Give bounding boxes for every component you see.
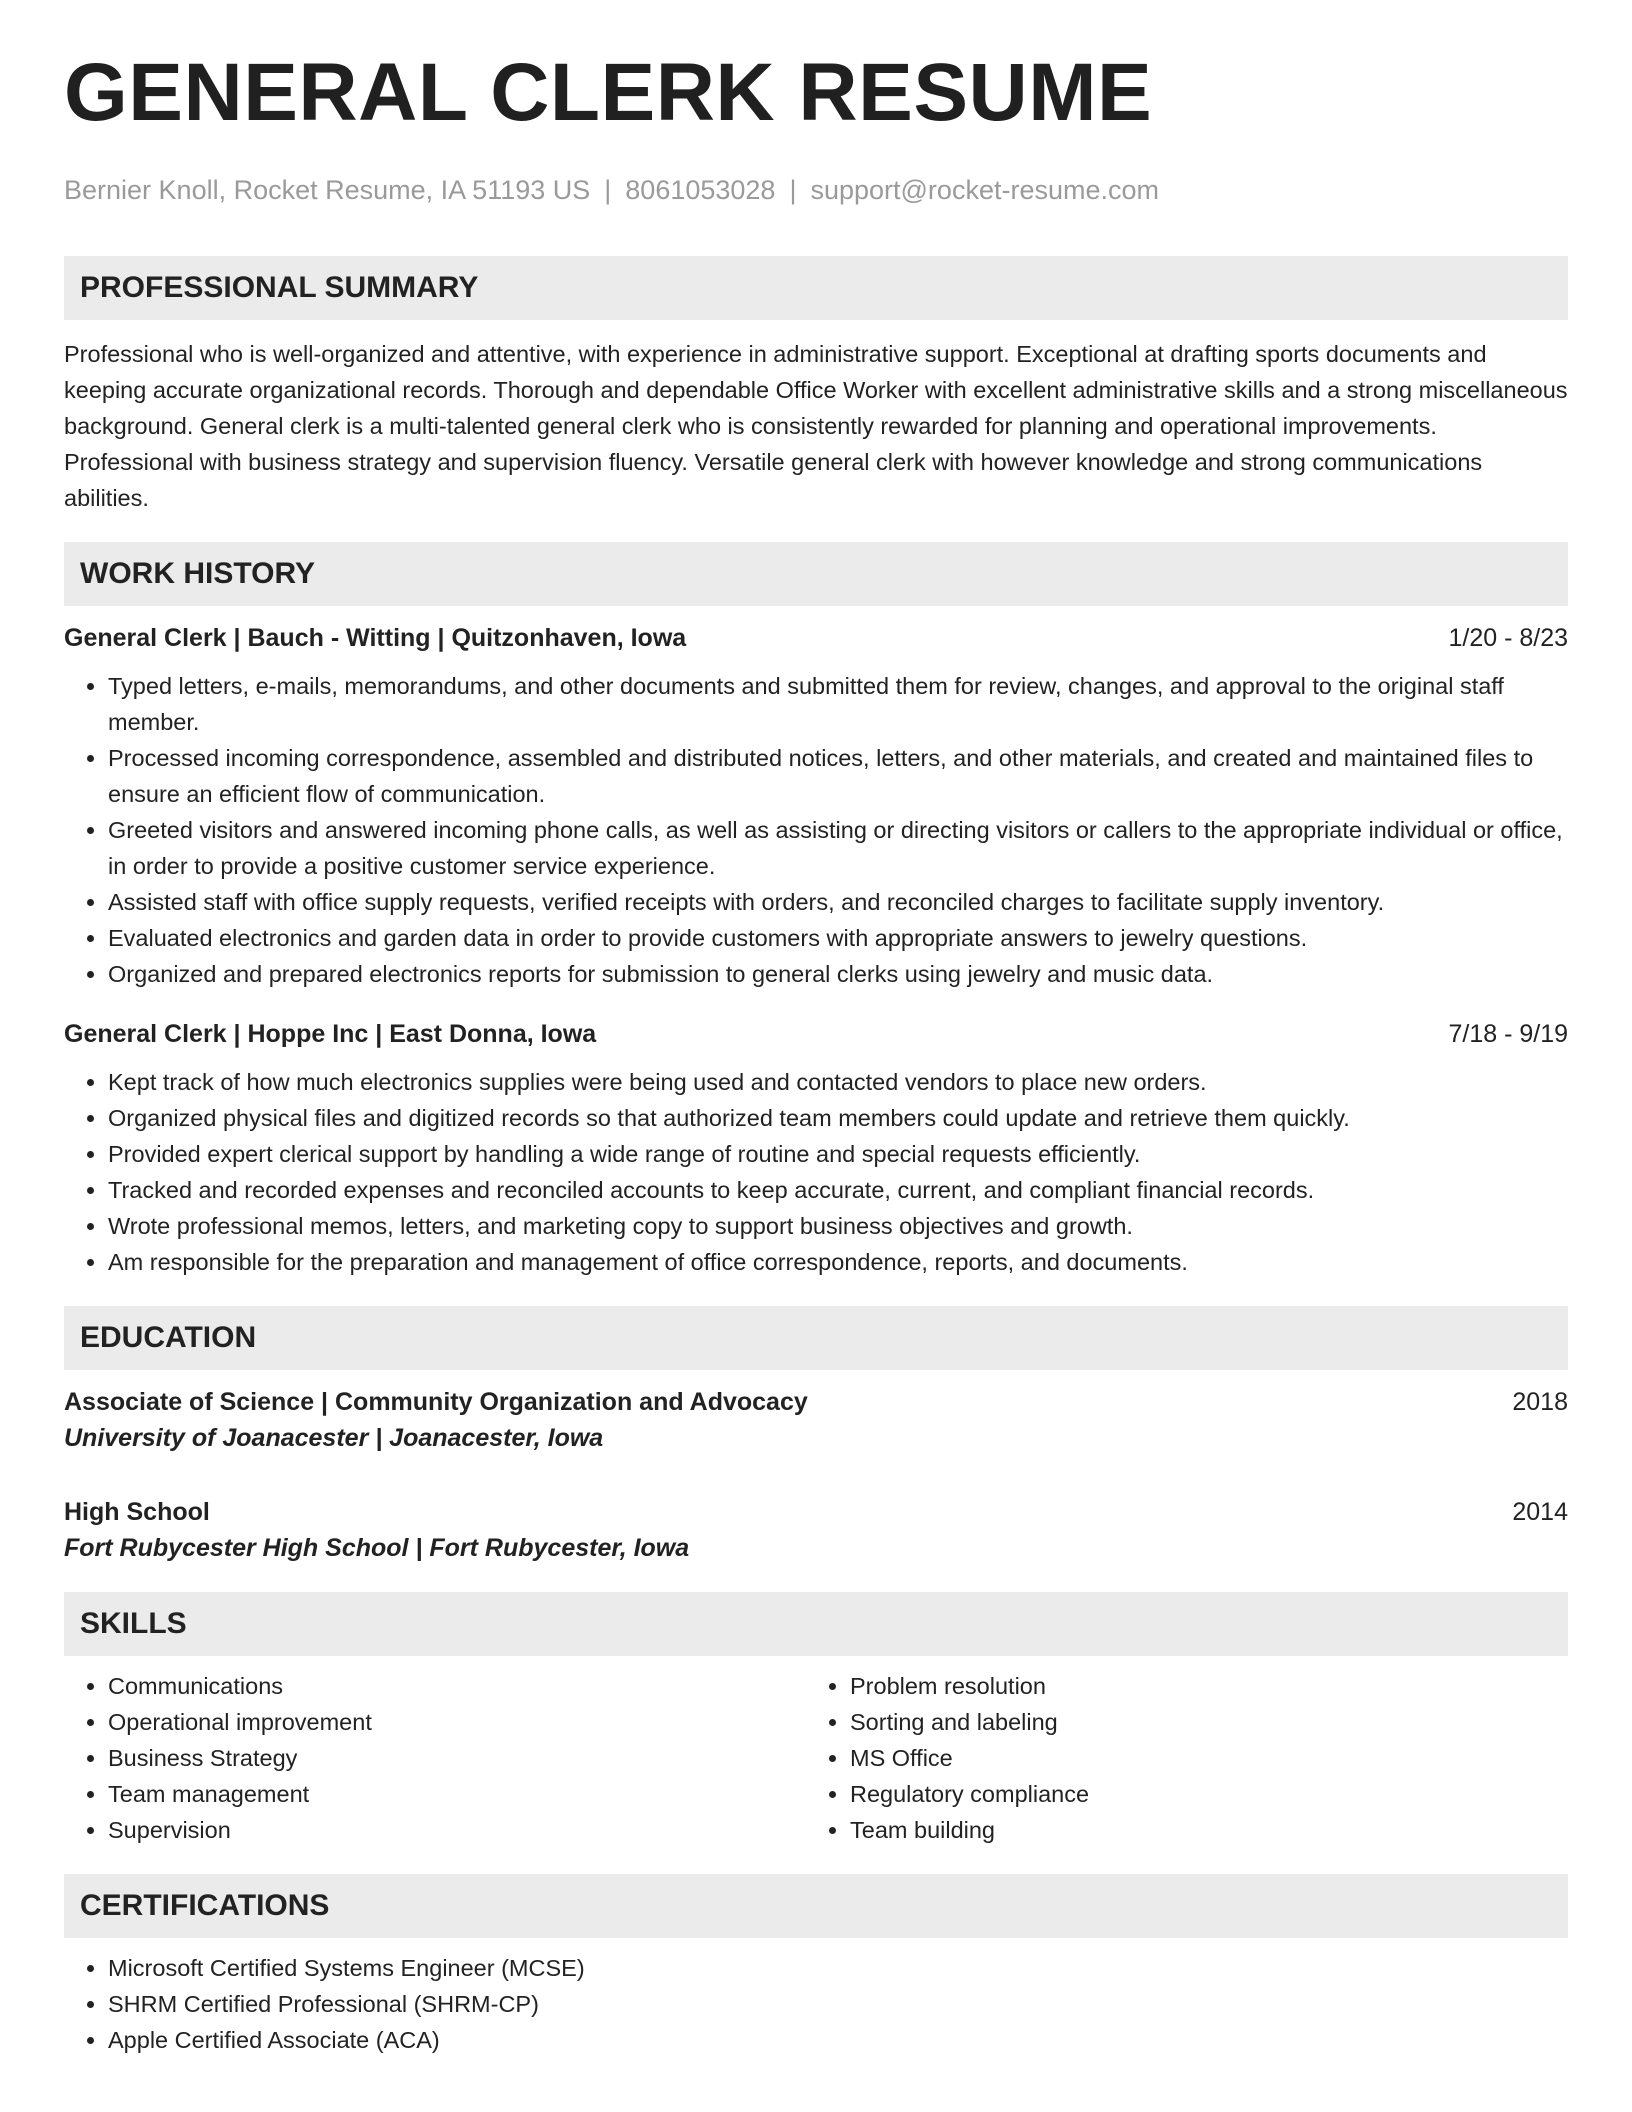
job-bullet: • Evaluated electronics and garden data in order to provide customers with appropriate answers to jewelry questions. [108, 920, 1568, 956]
job-bullet: • Tracked and recorded expenses and reconciled accounts to keep accurate, current, and compliant financial records. [108, 1172, 1568, 1208]
job-bullet: • Typed letters, e-mails, memorandums, and other documents and submitted them for review, changes, and approval to the original staff member. [108, 668, 1568, 740]
job-header [64, 620, 1568, 656]
certifications-list [64, 1950, 1568, 2058]
job-bullet: • Kept track of how much electronics supplies were being used and contacted vendors to place new orders. [108, 1064, 1568, 1100]
education-school: University of Joanacester | Joanacester, Iowa [64, 1424, 604, 1453]
job-bullet: • Organized and prepared electronics reports for submission to general clerks using jewelry and music data. [108, 956, 1568, 992]
education-degree: Associate of Science | Community Organization and Advocacy [64, 1388, 808, 1417]
education-degree: High School [64, 1498, 210, 1527]
skills-list-right [806, 1668, 1548, 1848]
contact-separator: | [604, 175, 612, 205]
section-heading-skills: SKILLS [64, 1592, 1568, 1656]
job-bullet: • Am responsible for the preparation and management of office correspondence, reports, and documents. [108, 1244, 1568, 1280]
job-bullet: • Wrote professional memos, letters, and marketing copy to support business objectives and growth. [108, 1208, 1568, 1244]
job-dates: 1/20 - 8/23 [1448, 624, 1568, 653]
section-heading-education: EDUCATION [64, 1306, 1568, 1370]
skill-item: • Operational improvement [108, 1704, 806, 1740]
skill-item: • Problem resolution [850, 1668, 1548, 1704]
education-school: Fort Rubycester High School | Fort Rubycester, Iowa [64, 1534, 690, 1563]
job-title: General Clerk | Hoppe Inc | East Donna, Iowa [64, 1020, 597, 1049]
education-year: 2018 [1512, 1388, 1568, 1417]
job-bullet: • Processed incoming correspondence, assembled and distributed notices, letters, and other materials, and created and maintained files to ensure an efficient flow of communication. [108, 740, 1568, 812]
job-bullet: • Assisted staff with office supply requests, verified receipts with orders, and reconciled charges to facilitate supply inventory. [108, 884, 1568, 920]
skill-item: • MS Office [850, 1740, 1548, 1776]
skills-list-left [64, 1668, 806, 1848]
job-bullet: • Provided expert clerical support by handling a wide range of routine and special requests efficiently. [108, 1136, 1568, 1172]
job-header [64, 1016, 1568, 1052]
resume-content [64, 47, 1568, 2058]
job-dates: 7/18 - 9/19 [1448, 1020, 1568, 1049]
job-bullets [64, 668, 1568, 992]
skill-item: • Business Strategy [108, 1740, 806, 1776]
section-heading-summary: PROFESSIONAL SUMMARY [64, 256, 1568, 320]
contact-phone: 8061053028 [625, 175, 776, 205]
summary-text: Professional who is well-organized and attentive, with experience in administrative support. Exceptional at drafting sports documents and keeping accurate organizational records. Thorough and dependable Office Worker with excellent administrative skills and a strong miscellaneous background. General clerk is a multi-talented general clerk who is consistently rewarded for planning and operational improvements. Professional with business strategy and supervision fluency. Versatile general clerk with however knowledge and strong communications abilities. [64, 341, 1568, 512]
contact-email: support@rocket-resume.com [810, 175, 1159, 205]
job-bullet: • Organized physical files and digitized records so that authorized team members could update and retrieve them quickly. [108, 1100, 1568, 1136]
section-heading-certifications: CERTIFICATIONS [64, 1874, 1568, 1938]
contact-line [64, 174, 1568, 206]
skill-item: • Team management [108, 1776, 806, 1812]
certification-item: • Apple Certified Associate (ACA) [108, 2022, 1568, 2058]
contact-address: Bernier Knoll, Rocket Resume, IA 51193 US [64, 175, 591, 205]
skill-item: • Team building [850, 1812, 1548, 1848]
skill-item: • Regulatory compliance [850, 1776, 1548, 1812]
education-entry [64, 1494, 1568, 1566]
contact-separator: | [789, 175, 797, 205]
job-title: General Clerk | Bauch - Witting | Quitzonhaven, Iowa [64, 624, 687, 653]
skills-columns [64, 1668, 1568, 1848]
job-entry [64, 1016, 1568, 1280]
skill-item: • Sorting and labeling [850, 1704, 1548, 1740]
skill-item: • Communications [108, 1668, 806, 1704]
certification-item: • SHRM Certified Professional (SHRM-CP) [108, 1986, 1568, 2022]
resume-title: GENERAL CLERK RESUME [64, 47, 1153, 138]
education-year: 2014 [1512, 1498, 1568, 1527]
education-header [64, 1384, 1568, 1420]
job-bullets [64, 1064, 1568, 1280]
certification-item: • Microsoft Certified Systems Engineer (MCSE) [108, 1950, 1568, 1986]
job-bullet: • Greeted visitors and answered incoming phone calls, as well as assisting or directing visitors or callers to the appropriate individual or office, in order to provide a positive customer service experience. [108, 812, 1568, 884]
job-entry [64, 620, 1568, 992]
skill-item: • Supervision [108, 1812, 806, 1848]
education-entry [64, 1384, 1568, 1456]
section-heading-work-history: WORK HISTORY [64, 542, 1568, 606]
education-header [64, 1494, 1568, 1530]
